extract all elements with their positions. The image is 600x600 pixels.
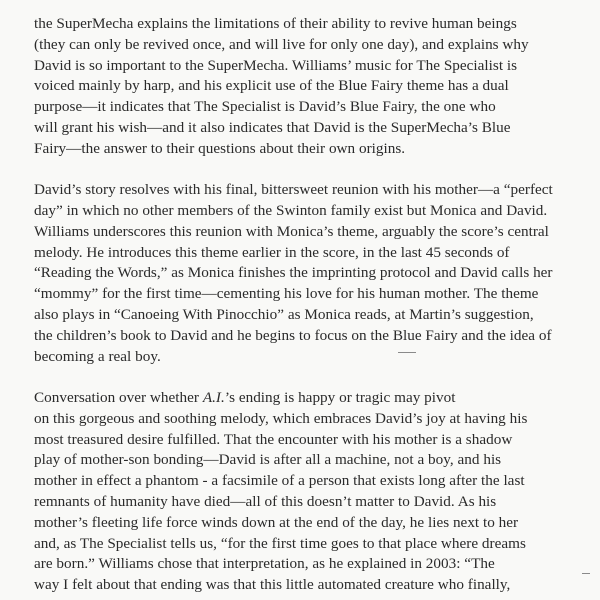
paragraph-reunion (34, 180, 582, 367)
text-line: Conversation over whether A.I.’s ending is happy or tragic may pivot (34, 388, 456, 406)
text-line: will grant his wish—and it also indicates that David is the SuperMecha’s Blue (34, 118, 511, 136)
text-line: and, as The Specialist tells us, “for the first time goes to that place where dreams (34, 534, 526, 552)
text-line: melody. He introduces this theme earlier in the score, in the last 45 seconds of (34, 243, 510, 261)
text-line: way I felt about that ending was that this little automated creature who finally, (34, 576, 511, 594)
text-line: on this gorgeous and soothing melody, which embraces David’s joy at having his (34, 409, 528, 427)
paragraph-blue-fairy (34, 14, 582, 160)
text-line: becoming a real boy. (34, 347, 161, 365)
text-line: “Reading the Words,” as Monica finishes the imprinting protocol and David calls her (34, 264, 553, 282)
paragraph-ending (34, 388, 582, 596)
text-line: the children’s book to David and he begins to focus on the Blue Fairy and the idea of (34, 326, 552, 344)
text-line: mother’s fleeting life force winds down at the end of the day, he lies next to her (34, 513, 519, 531)
film-title: A.I. (202, 388, 225, 406)
text-line: “mommy” for the first time—cementing his love for his human mother. The theme (34, 285, 539, 303)
text-line: David is so important to the SuperMecha. Williams’ music for The Specialist is (34, 56, 518, 74)
text-line: are born.” Williams chose that interpretation, as he explained in 2003: “The (34, 555, 495, 573)
text-line: purpose—it indicates that The Specialist is David’s Blue Fairy, the one who (34, 98, 496, 116)
text-line: Williams underscores this reunion with Monica’s theme, arguably the score’s central (34, 222, 549, 240)
scan-mark (582, 573, 590, 574)
text-line: most treasured desire fulfilled. That the encounter with his mother is a shadow (34, 430, 513, 448)
text-line: day” in which no other members of the Swinton family exist but Monica and David. (34, 201, 548, 219)
text-line: Fairy—the answer to their questions about their own origins. (34, 139, 406, 157)
text-line: (they can only be revived once, and will live for only one day), and explains why (34, 35, 529, 53)
text-line: mother in effect a phantom - a facsimile of a person that exists long after the last (34, 472, 525, 490)
text-line: remnants of humanity have died—all of this doesn’t matter to David. As his (34, 492, 497, 510)
text-line: also plays in “Canoeing With Pinocchio” as Monica reads, at Martin’s suggestion, (34, 305, 534, 323)
scan-mark (398, 352, 416, 353)
text-line: the SuperMecha explains the limitations of their ability to revive human beings (34, 15, 517, 32)
text-line: play of mother-son bonding—David is after all a machine, not a boy, and his (34, 451, 502, 469)
text-line: David’s story resolves with his final, bittersweet reunion with his mother—a “perfect (34, 181, 553, 199)
text-line: voiced mainly by harp, and his explicit use of the Blue Fairy theme has a dual (34, 77, 509, 95)
